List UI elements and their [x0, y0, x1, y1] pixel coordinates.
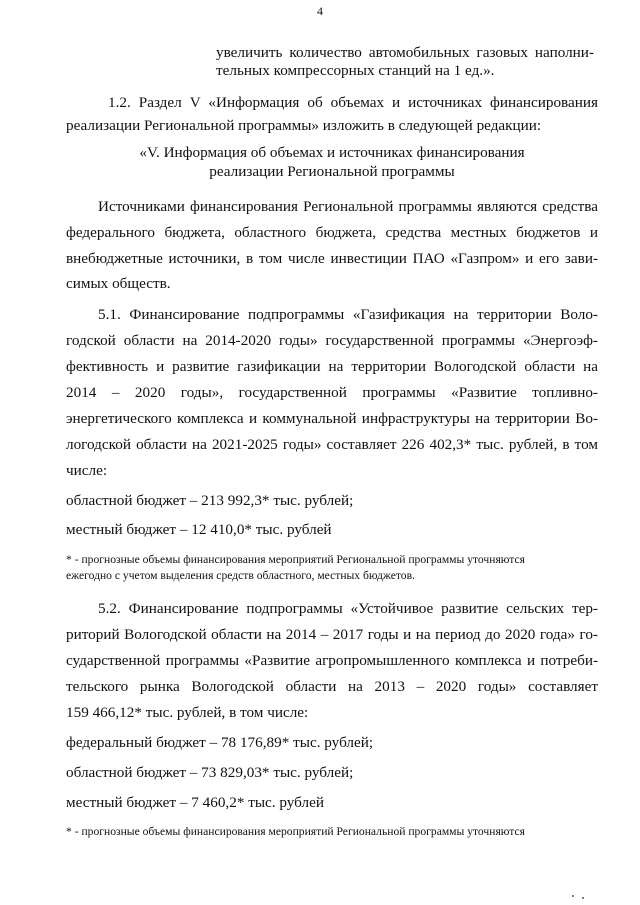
item-5-2-line-1: 5.2. Финансирование подпрограммы «Устойчивое развитие сельских тер- [98, 600, 598, 617]
section-title-line-2: реализации Региональной программы [209, 163, 455, 180]
scan-speck [572, 895, 574, 897]
item-5-2-line-5: 159 466,12* тыс. рублей, в том числе: [66, 704, 309, 721]
page-number: 4 [317, 4, 323, 18]
footnote-5-1-line-2: ежегодно с учетом выделения средств областного, местных бюджетов. [66, 569, 415, 582]
sources-line-2: федерального бюджета, областного бюджета, средства местных бюджетов и [66, 224, 598, 241]
budget-5-2-local: местный бюджет – 7 460,2* тыс. рублей [66, 794, 324, 811]
item-5-2-line-4: тельского рынка Вологодской области на 2013 – 2020 годы» составляет [66, 678, 598, 695]
item-5-1-line-4: 2014 – 2020 годы», государственной программы «Развитие топливно- [66, 384, 598, 401]
item-5-2-line-3: сударственной программы «Развитие агропромышленного комплекса и потреби- [66, 652, 598, 669]
scan-speck [582, 897, 584, 899]
intro-line-1: увеличить количество автомобильных газовых наполни- [216, 44, 594, 61]
item-5-1-line-1: 5.1. Финансирование подпрограммы «Газификация на территории Воло- [98, 306, 598, 323]
item-5-1-line-3: фективность и развитие газификации на территории Вологодской области на [66, 358, 598, 375]
sources-line-3: внебюджетные источники, в том числе инвестиции ПАО «Газпром» и его зави- [66, 250, 598, 267]
item-5-1-line-5: энергетического комплекса и коммунальной инфраструктуры на территории Во- [66, 410, 598, 427]
intro-line-2: тельных компрессорных станций на 1 ед.». [216, 62, 495, 79]
item-5-1-line-2: годской области на 2014-2020 годы» государственной программы «Энергоэф- [66, 332, 598, 349]
sources-line-4: симых обществ. [66, 275, 171, 292]
footnote-5-2-line-1: * - прогнозные объемы финансирования мероприятий Региональной программы уточняются [66, 825, 525, 838]
item-5-1-line-6: логодской области на 2021-2025 годы» составляет 226 402,3* тыс. рублей, в том [66, 436, 598, 453]
budget-5-2-regional: областной бюджет – 73 829,03* тыс. рублей; [66, 764, 354, 781]
item-5-1-line-7: числе: [66, 462, 108, 479]
budget-5-1-regional: областной бюджет – 213 992,3* тыс. рублей; [66, 492, 354, 509]
sources-line-1: Источниками финансирования Региональной программы являются средства [98, 198, 598, 215]
budget-5-2-federal: федеральный бюджет – 78 176,89* тыс. рублей; [66, 734, 374, 751]
footnote-5-1-line-1: * - прогнозные объемы финансирования мероприятий Региональной программы уточняются [66, 553, 525, 566]
budget-5-1-local: местный бюджет – 12 410,0* тыс. рублей [66, 521, 332, 538]
item-1-2-line-1: 1.2. Раздел V «Информация об объемах и источниках финансирования [108, 94, 598, 111]
section-title-line-1: «V. Информация об объемах и источниках финансирования [139, 144, 525, 161]
item-5-2-line-2: риторий Вологодской области на 2014 – 2017 годы и на период до 2020 года» го- [66, 626, 598, 643]
item-1-2-line-2: реализации Региональной программы» изложить в следующей редакции: [66, 117, 542, 134]
